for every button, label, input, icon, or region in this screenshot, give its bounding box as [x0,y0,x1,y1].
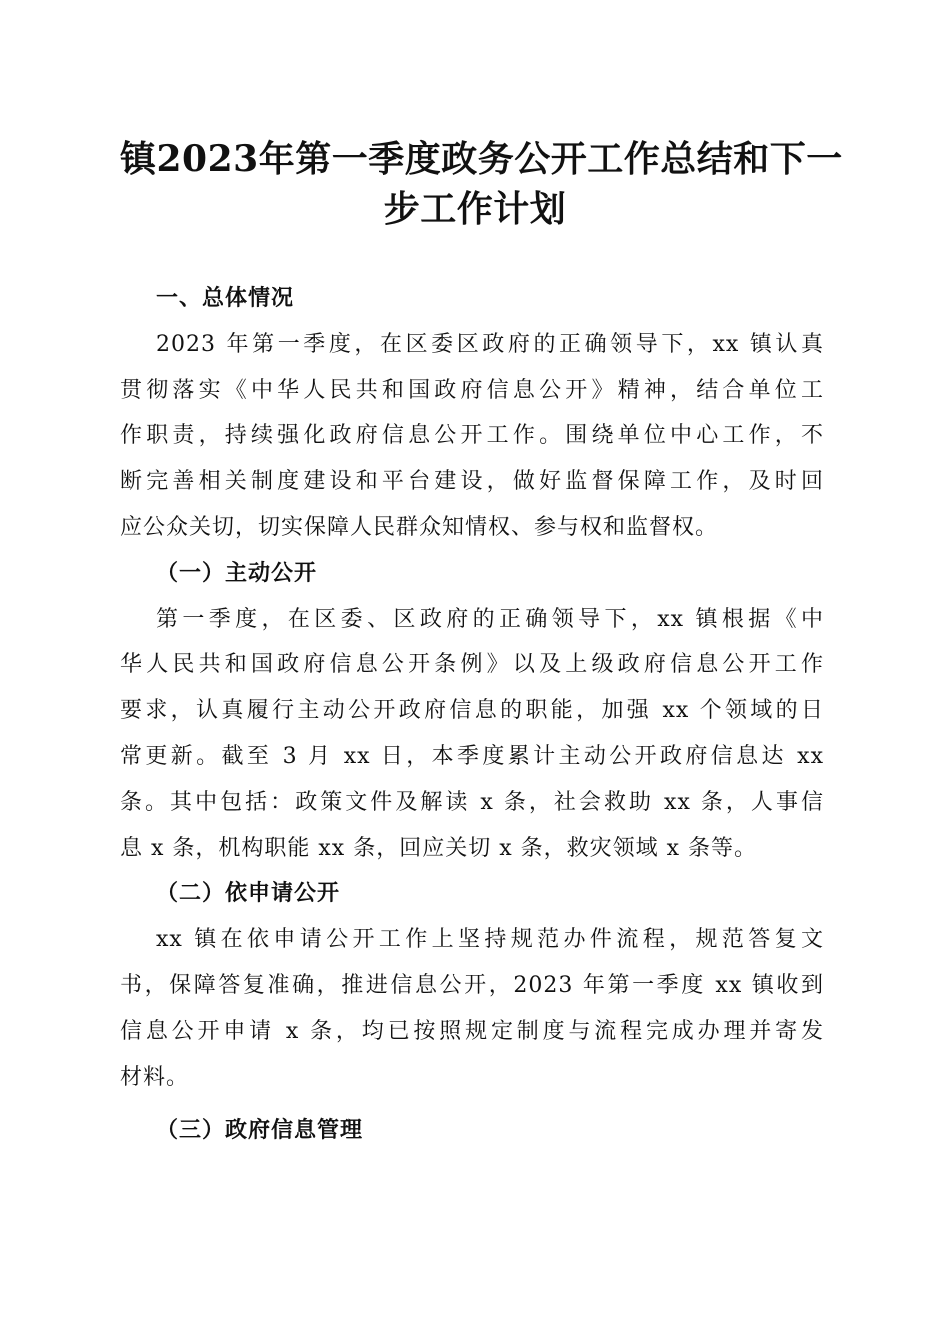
paragraph-line: 断完善相关制度建设和平台建设，做好监督保障工作，及时回 [120,469,824,495]
paragraph-line: 常更新。截至 3 月 xx 日，本季度累计主动公开政府信息达 xx [120,743,824,769]
paragraph-line: 要求，认真履行主动公开政府信息的职能，加强 xx 个领域的日 [120,698,824,724]
paragraph-line: 条。其中包括：政策文件及解读 x 条，社会救助 xx 条，人事信 [120,789,824,815]
document-title [120,134,843,234]
paragraph-overview [120,322,824,551]
spacer [120,1100,824,1108]
paragraph-line: xx 镇在依申请公开工作上坚持规范办件流程，规范答复文 [156,927,824,953]
subsection-heading-proactive: （一）主动公开 [156,559,318,586]
subsection-heading-info-management: （三）政府信息管理 [156,1117,364,1144]
paragraph-line: 华人民共和国政府信息公开条例》以及上级政府信息公开工作 [120,652,824,678]
title-line: 镇2023年第一季度政务公开工作总结和下一 [120,138,843,180]
document-body [120,276,824,1154]
paragraph-on-request [120,917,824,1100]
subsection-heading-on-request: （二）依申请公开 [156,880,341,907]
paragraph-line: 信息公开申请 x 条，均已按照规定制度与流程完成办理并寄发 [120,1018,824,1044]
paragraph-line: 第一季度，在区委、区政府的正确领导下，xx 镇根据《中 [156,606,824,632]
paragraph-line: 应公众关切，切实保障人民群众知情权、参与权和监督权。 [120,514,719,540]
paragraph-line: 材料。 [120,1064,190,1090]
paragraph-line: 2023 年第一季度，在区委区政府的正确领导下，xx 镇认真 [156,331,824,357]
paragraph-line: 贯彻落实《中华人民共和国政府信息公开》精神，结合单位工 [120,377,824,403]
paragraph-line: 息 x 条，机构职能 xx 条，回应关切 x 条，救灾领域 x 条等。 [120,835,757,861]
paragraph-line: 作职责，持续强化政府信息公开工作。围绕单位中心工作，不 [120,423,824,449]
paragraph-line: 书，保障答复准确，推进信息公开，2023 年第一季度 xx 镇收到 [120,972,824,998]
section-heading-overview: 一、总体情况 [156,286,295,311]
paragraph-proactive [120,597,824,872]
title-line: 步工作计划 [383,188,567,230]
